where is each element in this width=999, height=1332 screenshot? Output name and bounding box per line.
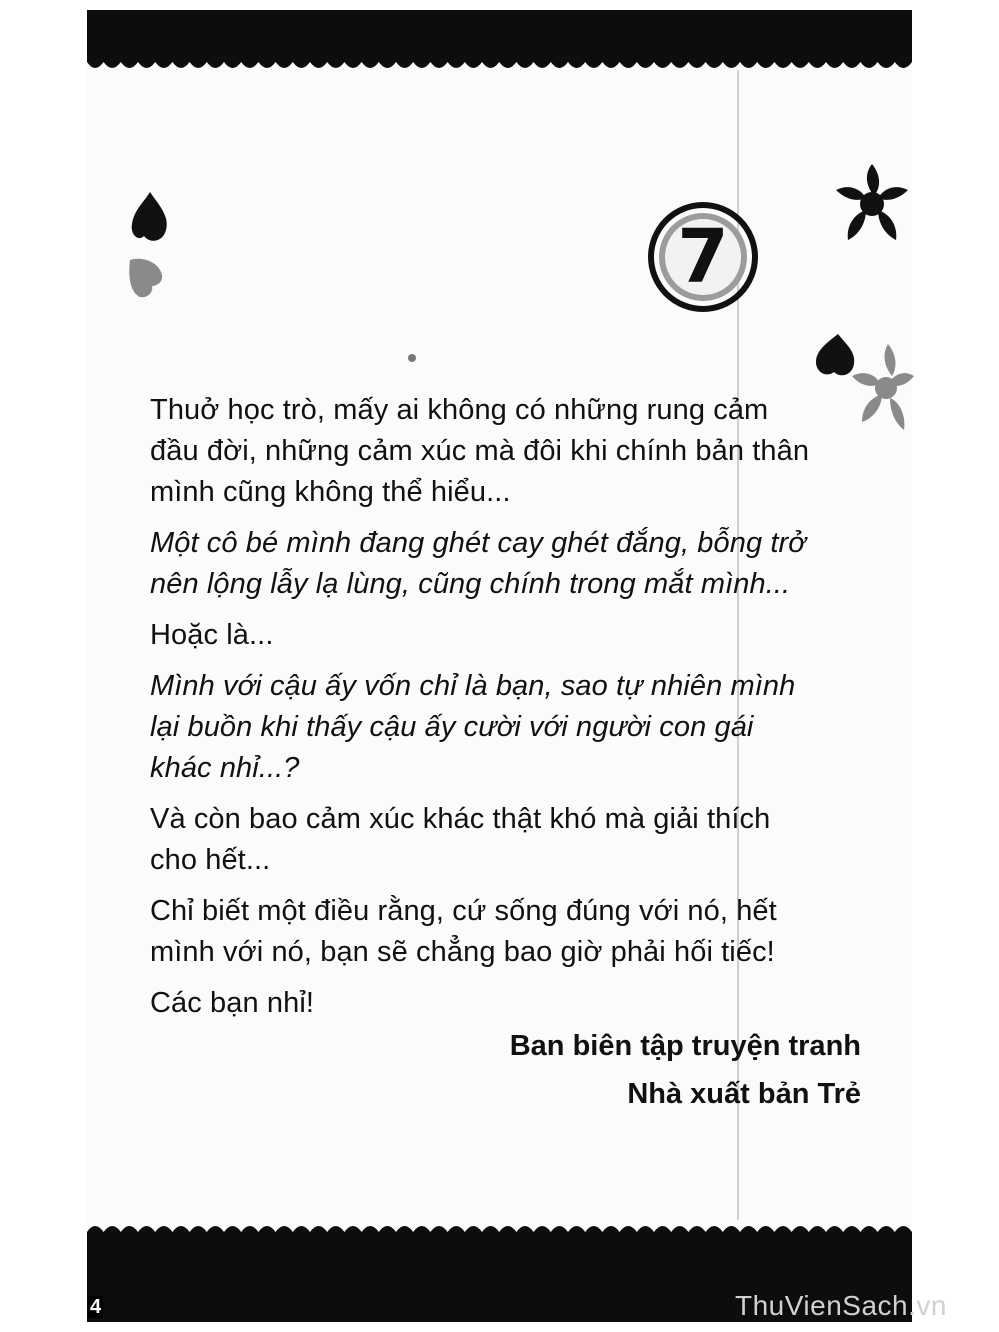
paragraph-6 [150,891,870,973]
dark-petal-icon [128,190,172,246]
chapter-number: 7 [677,214,729,300]
text-line: khác nhỉ...? [150,752,300,784]
top-scalloped-band [87,10,912,72]
signature-publisher: Nhà xuất bản Trẻ [627,1078,861,1110]
text-line: lại buồn khi thấy cậu ấy cười với người con gái [150,711,754,743]
text-line: Chỉ biết một điều rằng, cứ sống đúng với nó, hết [150,895,777,927]
chapter-number-badge [646,200,760,314]
dark-flower-icon [830,156,914,252]
gray-petal-icon [126,256,166,302]
text-line: nên lộng lẫy lạ lùng, cũng chính trong mắt mình... [150,568,791,600]
signature-editorial-board: Ban biên tập truyện tranh [509,1030,861,1062]
text-line: Hoặc là... [150,619,274,651]
paragraph-2 [150,523,870,605]
text-line: Thuở học trò, mấy ai không có những rung cảm [150,394,769,426]
text-line: Một cô bé mình đang ghét cay ghét đắng, bỗng trở [150,527,806,559]
paragraph-4 [150,666,870,789]
paragraph-5 [150,799,870,881]
text-line: Các bạn nhỉ! [150,987,315,1019]
text-line: đầu đời, những cảm xúc mà đôi khi chính bản thân [150,435,810,467]
paragraph-3 [150,615,870,656]
signature-block [510,1022,861,1118]
text-line: Mình với cậu ấy vốn chỉ là bạn, sao tự nhiên mình [150,670,796,702]
text-line: Và còn bao cảm xúc khác thật khó mà giải thích [150,803,771,835]
paragraph-7 [150,983,870,1024]
preface-text [150,390,870,1034]
page-number: 4 [90,1296,102,1318]
small-petal-icon [406,352,418,364]
paragraph-1 [150,390,870,513]
text-line: cho hết... [150,844,271,876]
text-line: mình cũng không thể hiểu... [150,476,511,508]
text-line: mình với nó, bạn sẽ chẳng bao giờ phải hối tiếc! [150,936,775,968]
watermark: ThuVienSach.vn [735,1290,947,1321]
